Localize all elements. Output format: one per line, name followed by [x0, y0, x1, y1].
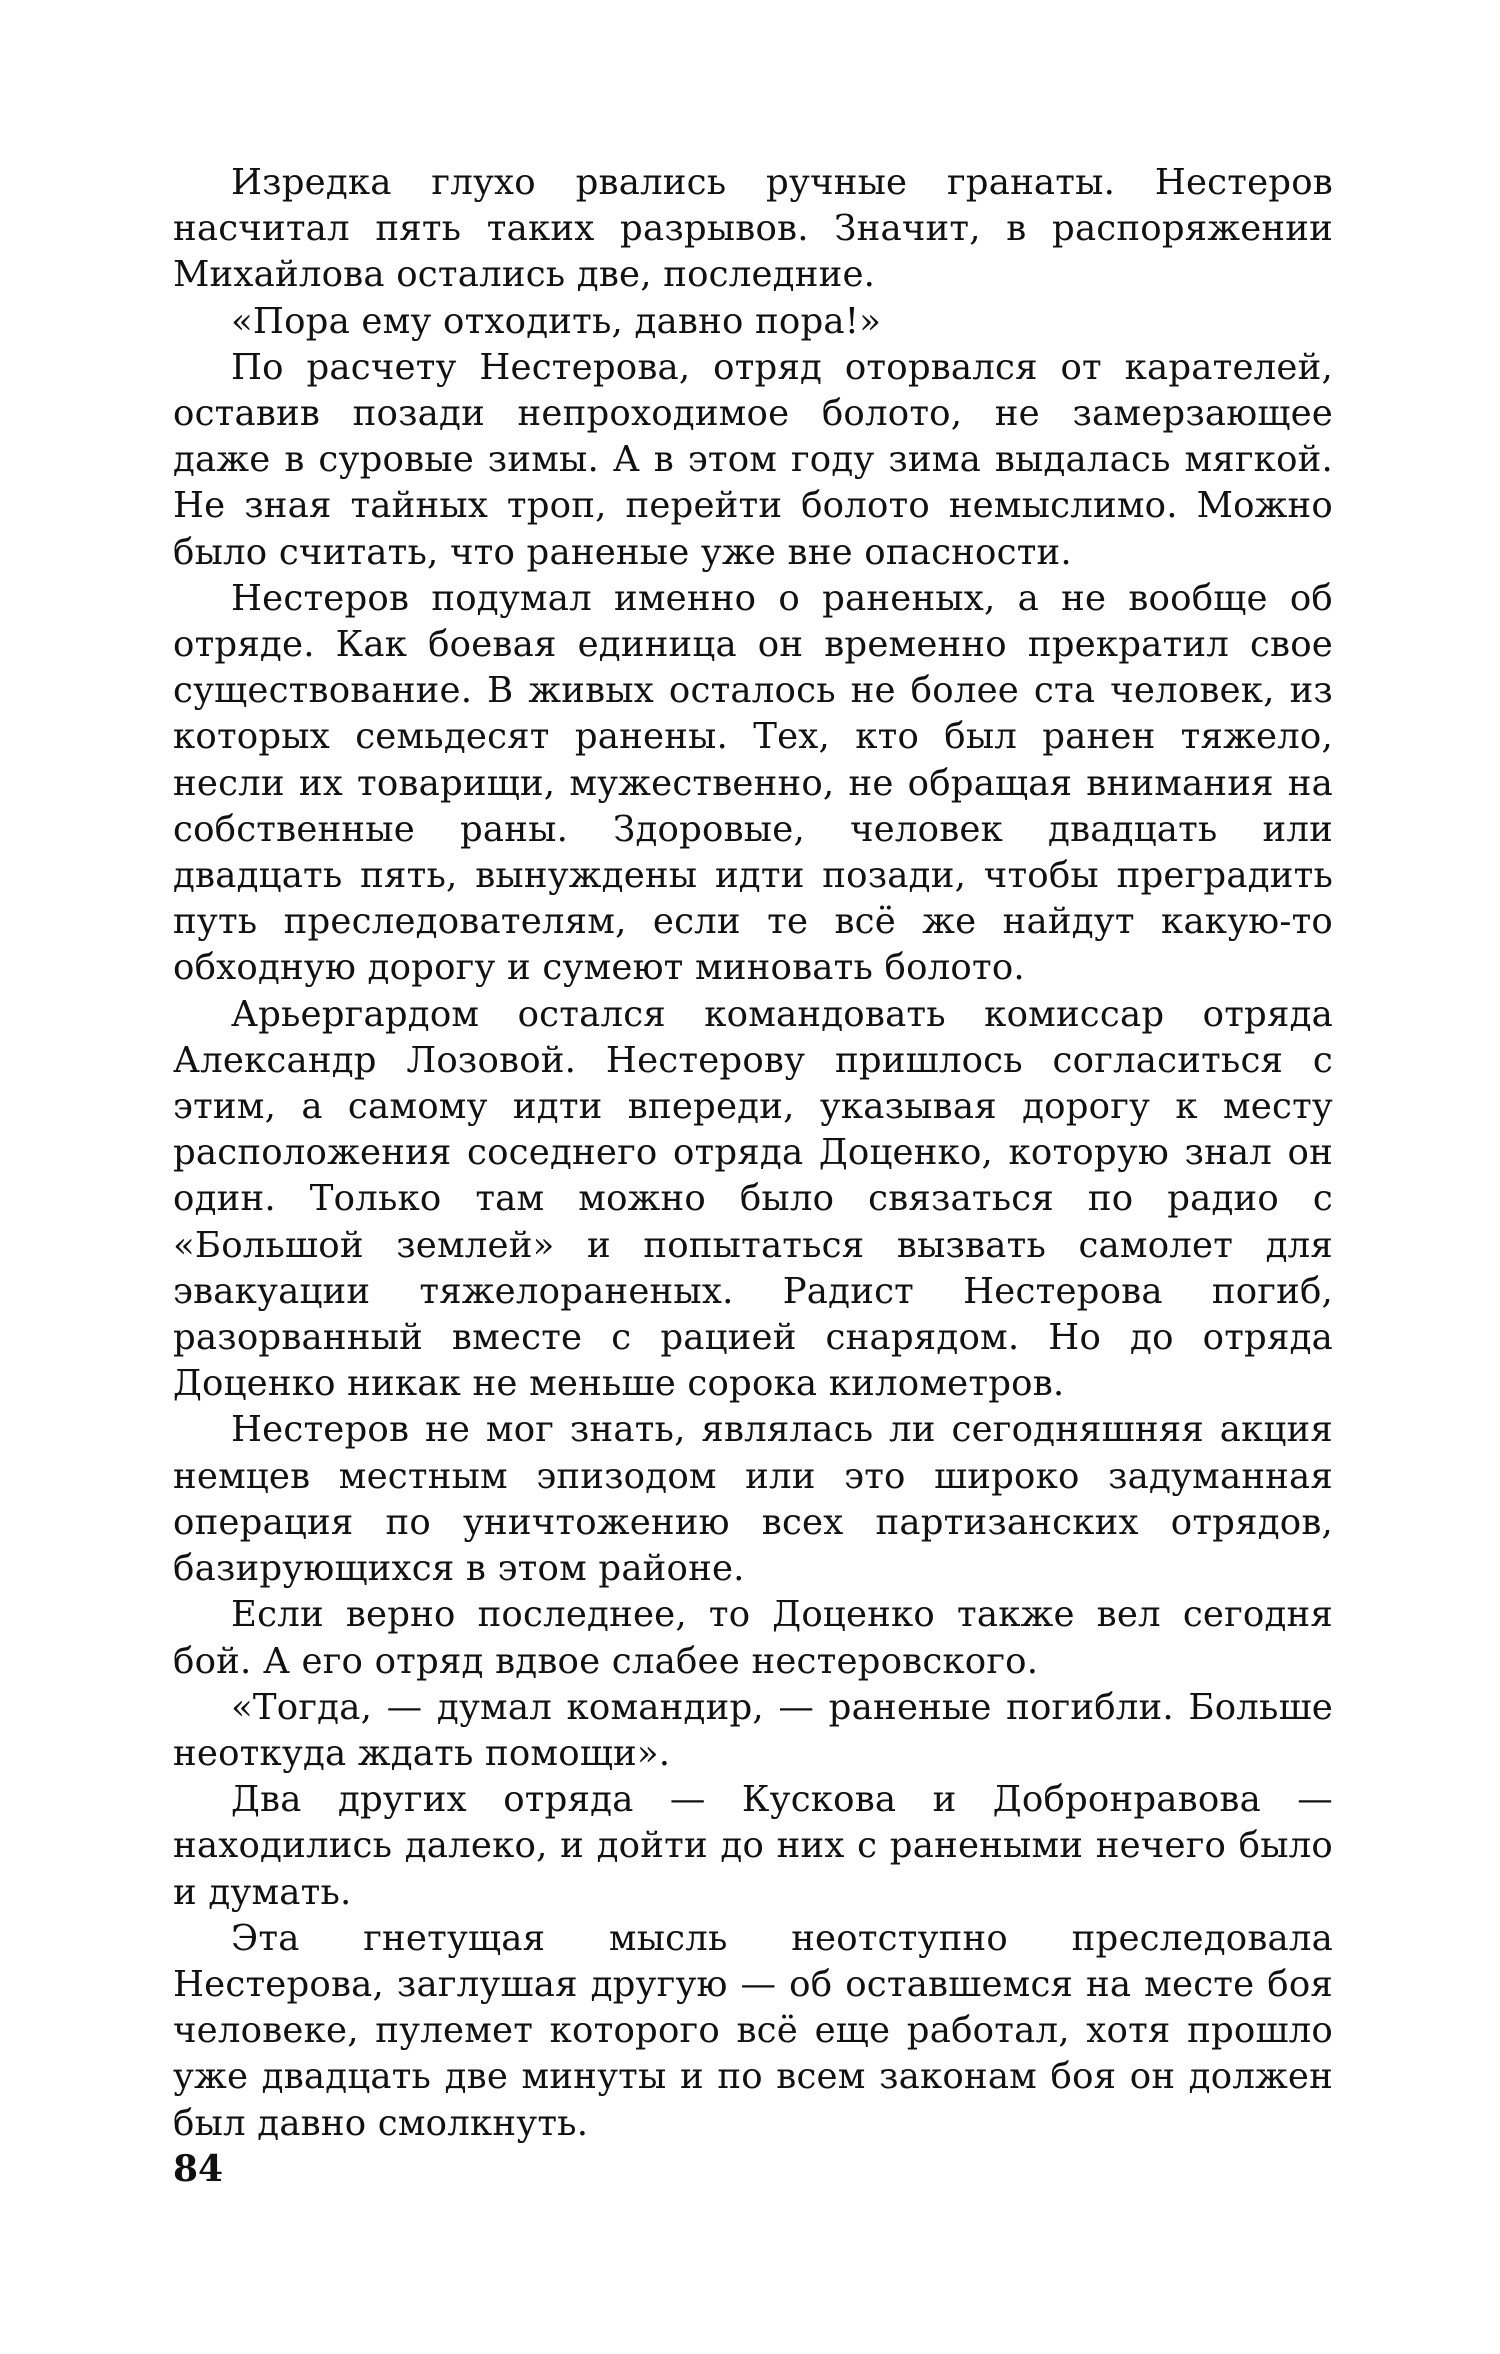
paragraph-7: Если верно последнее, то Доценко также вел сегодня бой. А его отряд вдвое слабее нестеровского.: [173, 1594, 1333, 1682]
paragraph-5: Арьергардом остался командовать комиссар отряда Александр Лозовой. Нестерову пришлось согласиться с этим, а самому идти впереди, указывая дорогу к месту расположения соседнего отряда Доценко, которую знал он один. Только там можно было связаться по радио с «Большой землей» и попытаться вызвать самолет для эвакуации тяжелораненых. Радист Нестерова погиб, разорванный вместе с рацией снарядом. Но до отряда Доценко никак не меньше сорока километров.: [173, 993, 1333, 1405]
paragraph-10: Эта гнетущая мысль неотступно преследовала Нестерова, заглушая другую — об оставшемся на месте боя человеке, пулемет которого всё еще работал, хотя прошло уже двадцать две минуты и по всем законам боя он должен был давно смолкнуть.: [173, 1917, 1333, 2144]
paragraph-4: Нестеров подумал именно о раненых, а не вообще об отряде. Как боевая единица он временно прекратил свое существование. В живых осталось не более ста человек, из которых семьдесят ранены. Тех, кто был ранен тяжело, несли их товарищи, мужественно, не обращая внимания на собственные раны. Здоровые, человек двадцать или двадцать пять, вынуждены идти позади, чтобы преградить путь преследователям, если те всё же найдут какую-то обходную дорогу и сумеют миновать болото.: [173, 577, 1333, 989]
body-text: [173, 160, 1333, 2147]
paragraph-3: По расчету Нестерова, отряд оторвался от карателей, оставив позади непроходимое болото, не замерзающее даже в суровые зимы. А в этом году зима выдалась мягкой. Не зная тайных троп, перейти болото немыслимо. Можно было считать, что раненые уже вне опасности.: [173, 346, 1333, 573]
page-number: 84: [173, 2148, 224, 2190]
paragraph-6: Нестеров не мог знать, являлась ли сегодняшняя акция немцев местным эпизодом или это широко задуманная операция по уничтожению всех партизанских отрядов, базирующихся в этом районе.: [173, 1409, 1333, 1590]
paragraph-9: Два других отряда — Кускова и Добронравова — находились далеко, и дойти до них с ранеными нечего было и думать.: [173, 1779, 1333, 1913]
paragraph-8: «Тогда, — думал командир, — раненые погибли. Больше неоткуда ждать помощи».: [173, 1686, 1333, 1774]
paragraph-2: «Пора ему отходить, давно пора!»: [231, 300, 882, 342]
paragraph-1: Изредка глухо рвались ручные гранаты. Нестеров насчитал пять таких разрывов. Значит, в распоряжении Михайлова остались две, последние.: [173, 162, 1333, 296]
